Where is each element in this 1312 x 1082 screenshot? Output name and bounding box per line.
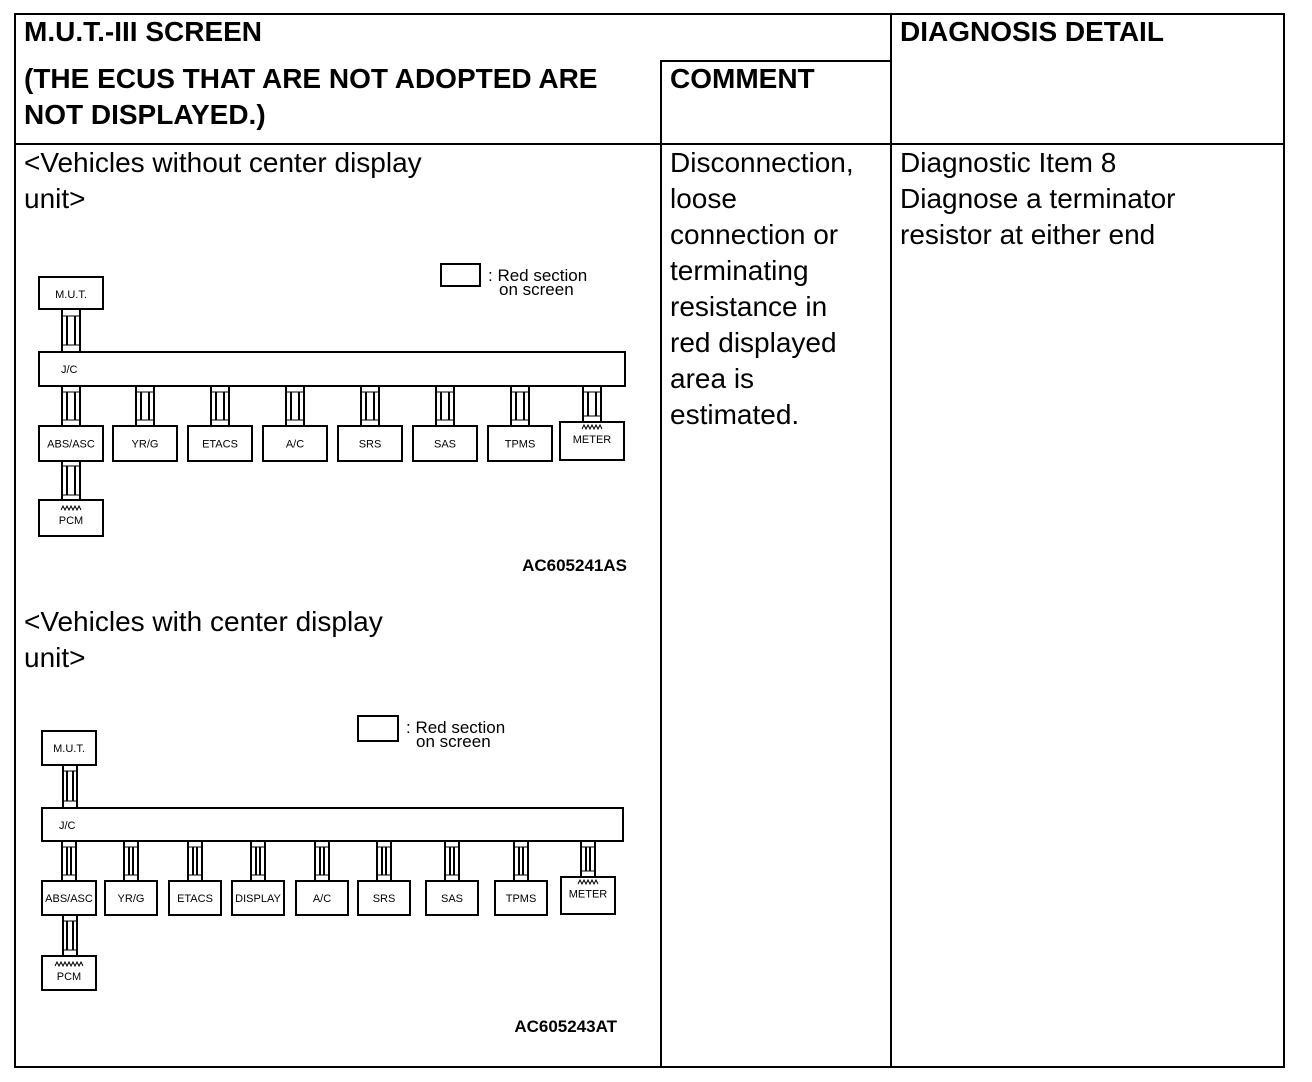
comment-line: estimated.	[670, 399, 800, 430]
legend-text: : Red section	[406, 718, 506, 737]
header-screen-note-1: (THE ECUS THAT ARE NOT ADOPTED ARE	[24, 63, 598, 94]
ecu-label: ETACS	[177, 893, 213, 905]
comment-line: terminating	[670, 255, 809, 286]
comment-line: area is	[670, 363, 755, 394]
section1-title-2: unit>	[24, 183, 86, 214]
detail-line: Diagnostic Item 8	[900, 147, 1117, 178]
pcm-label: PCM	[58, 515, 84, 527]
jc-label: J/C	[61, 364, 78, 376]
legend-text: on screen	[416, 732, 491, 751]
mut-label: M.U.T.	[55, 289, 87, 301]
section2-title-2: unit>	[24, 642, 86, 673]
ecu-label: A/C	[312, 893, 332, 905]
ecu-label: SRS	[358, 438, 382, 451]
header-detail: DIAGNOSIS DETAIL	[900, 16, 1164, 47]
legend-text: : Red section	[488, 266, 588, 285]
ecu-label: A/C	[285, 438, 305, 451]
section1-title-1: <Vehicles without center display	[24, 147, 422, 178]
ecu-label: SAS	[433, 438, 457, 451]
comment-line: resistance in	[670, 291, 828, 322]
comment-line: connection or	[670, 219, 839, 250]
ecu-label: YR/G	[131, 438, 159, 451]
ecu-label: DISPLAY	[235, 893, 281, 905]
figure-code: AC605241AS	[522, 556, 627, 575]
ecu-label: TPMS	[505, 893, 537, 905]
ecu-label: SAS	[440, 893, 464, 905]
header-screen-note-2: NOT DISPLAYED.)	[24, 99, 266, 130]
ecu-label: METER	[568, 888, 608, 901]
section2-title-1: <Vehicles with center display	[24, 606, 383, 637]
jc-label: J/C	[59, 820, 76, 832]
ecu-label: ETACS	[202, 438, 238, 451]
legend-text: on screen	[499, 280, 574, 299]
pcm-label: PCM	[56, 971, 82, 983]
comment-line: red displayed	[670, 327, 837, 358]
detail-line: Diagnose a terminator	[900, 183, 1176, 214]
header-screen: M.U.T.-III SCREEN	[24, 16, 263, 47]
header-comment: COMMENT	[670, 63, 815, 94]
detail-line: resistor at either end	[900, 219, 1156, 250]
ecu-label: ABS/ASC	[47, 438, 95, 451]
jc-bus	[42, 808, 623, 841]
figure-code: AC605243AT	[514, 1017, 617, 1036]
ecu-label: YR/G	[117, 893, 145, 905]
ecu-label: TPMS	[504, 438, 536, 451]
ecu-label: ABS/ASC	[45, 893, 93, 905]
mut-label: M.U.T.	[53, 743, 85, 755]
legend-box	[358, 716, 398, 741]
comment-line: Disconnection,	[670, 147, 854, 178]
ecu-label: METER	[572, 434, 612, 446]
ecu-label: SRS	[372, 893, 396, 905]
comment-line: loose	[670, 183, 737, 214]
